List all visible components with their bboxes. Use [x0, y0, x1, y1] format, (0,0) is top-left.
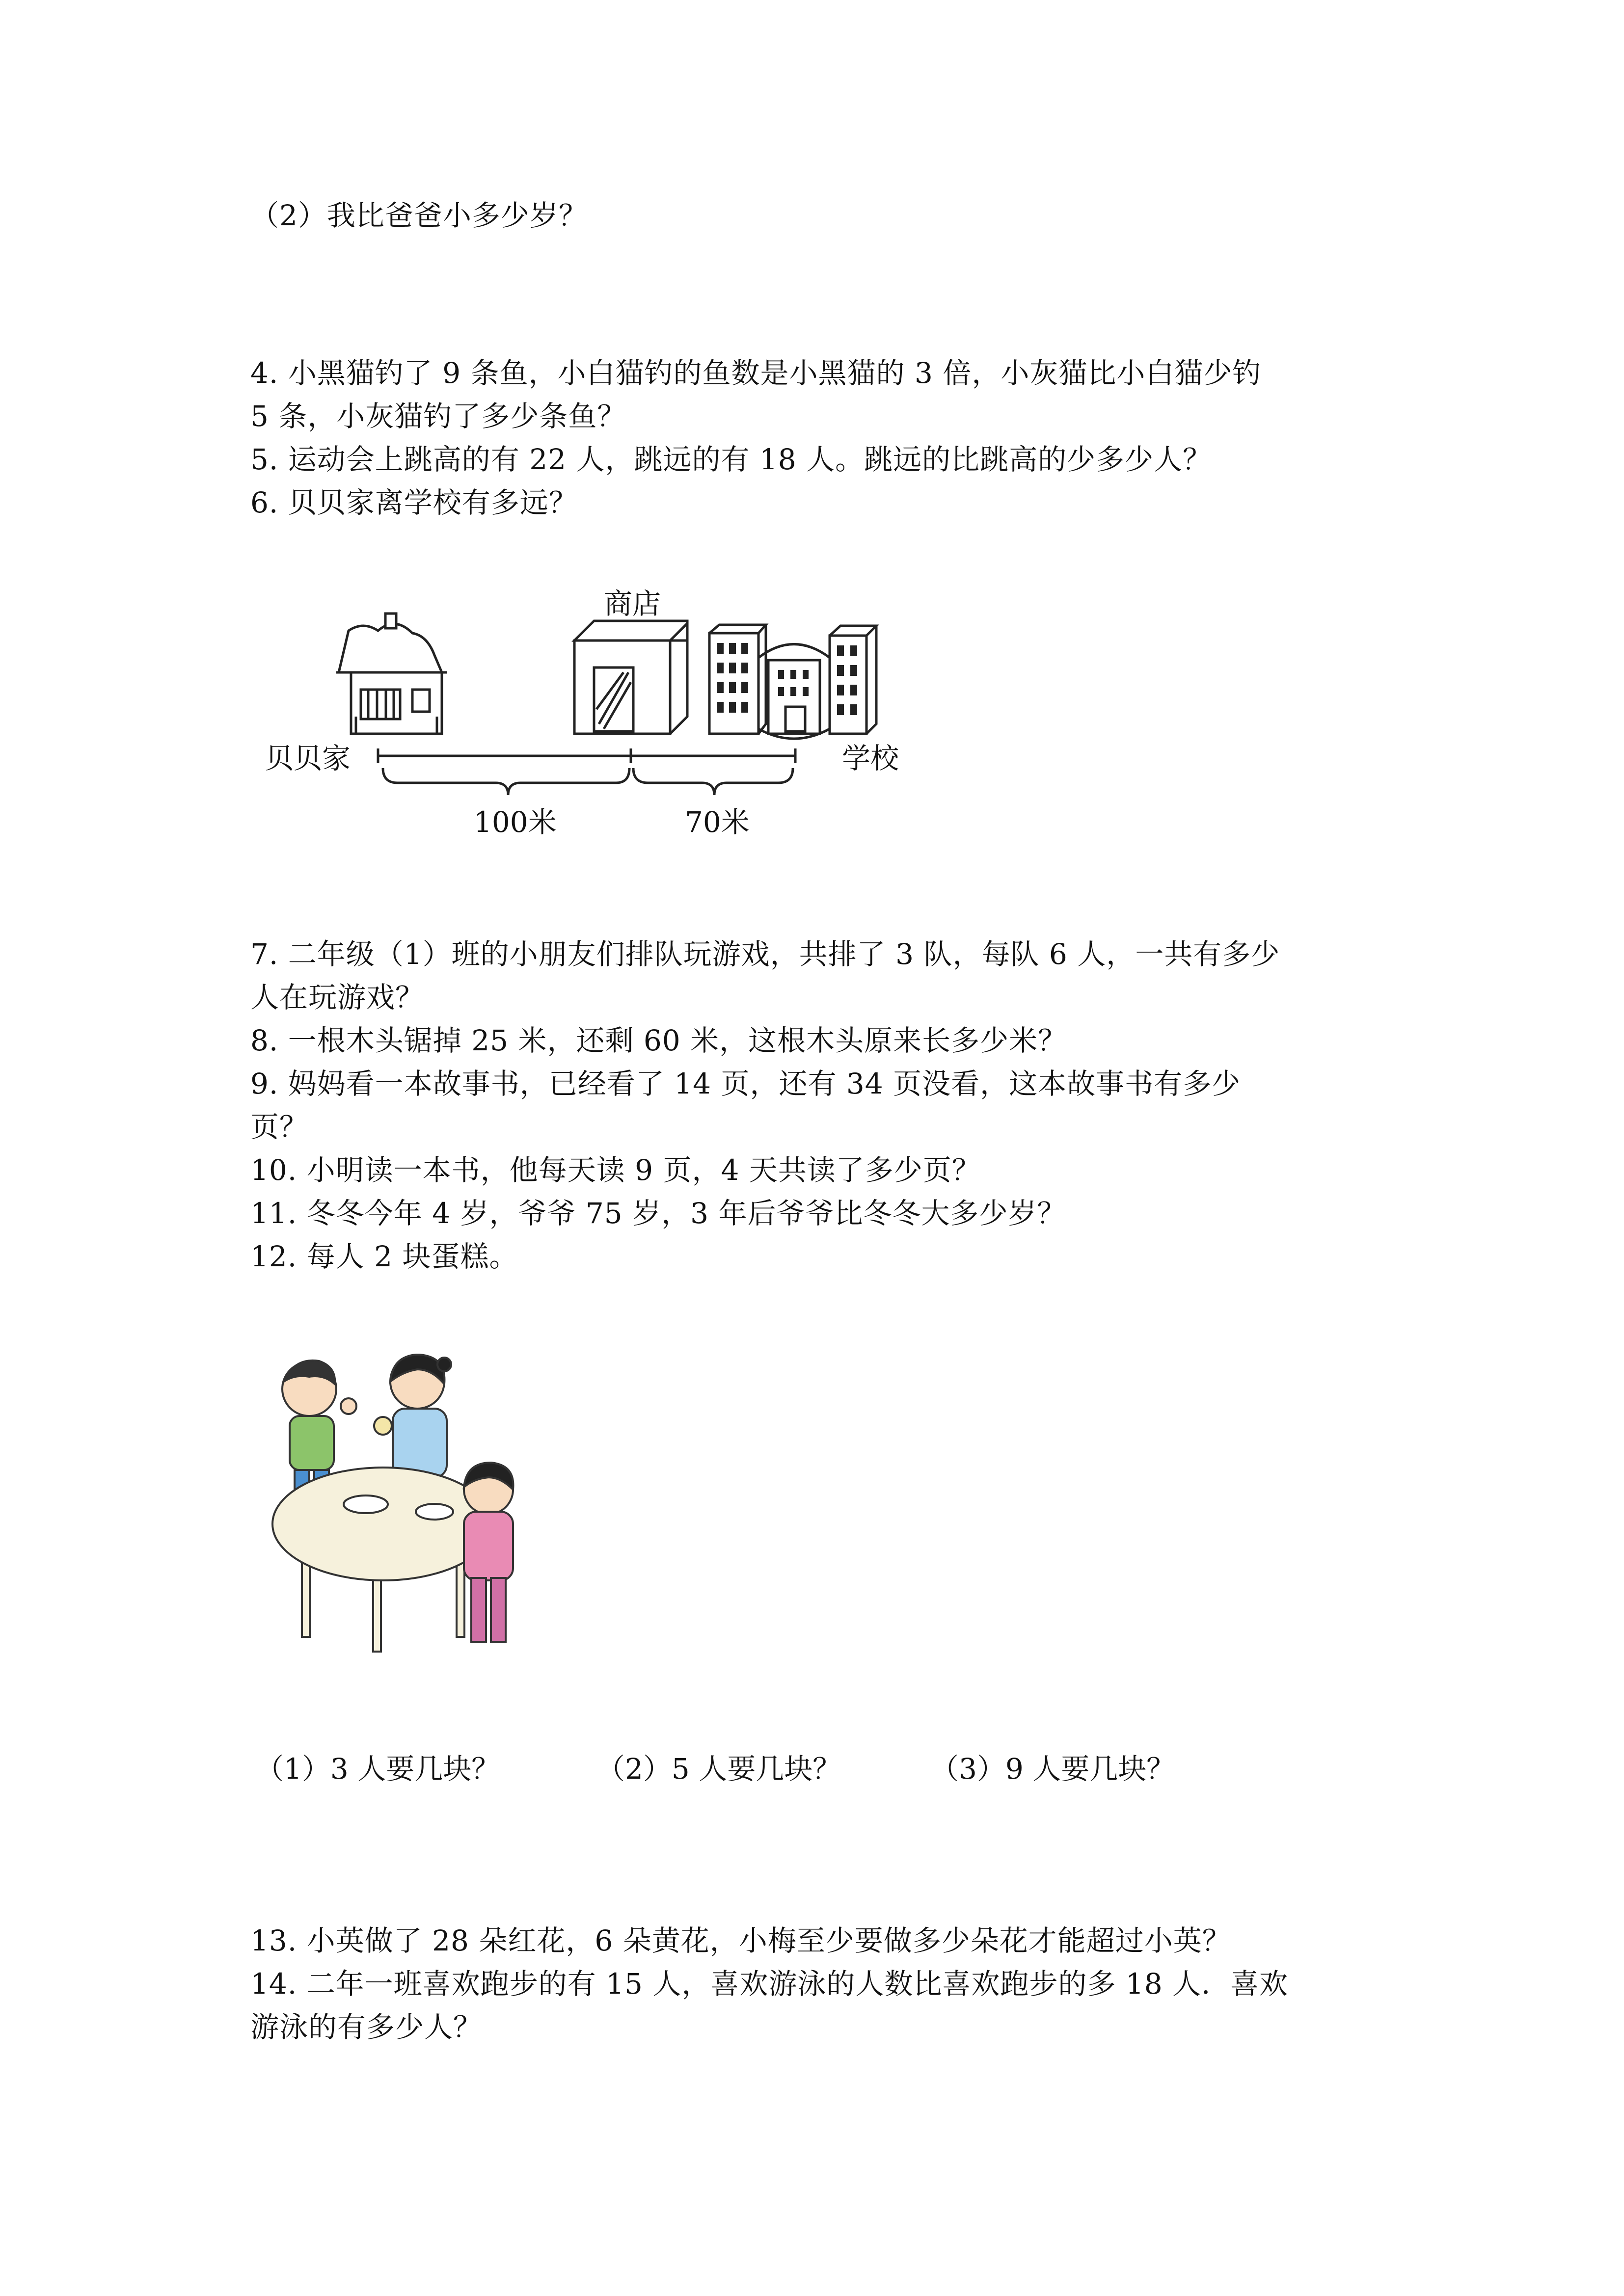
- q8: 8. 一根木头锯掉 25 米，还剩 60 米，这根木头原来长多少米？: [250, 1024, 1067, 1057]
- cake-question-2: （2）5 人要几块？: [596, 1752, 841, 1786]
- cake-question-1: （1）3 人要几块？: [255, 1752, 500, 1786]
- route-diagram: [265, 587, 943, 861]
- q6: 6. 贝贝家离学校有多远？: [250, 486, 578, 519]
- distance-line: [378, 748, 795, 795]
- q14-line2: 游泳的有多少人？: [250, 2010, 483, 2044]
- children-table-illustration: [265, 1347, 569, 1671]
- q3-part2: （2）我比爸爸小多少岁？: [250, 199, 588, 232]
- distance-2: 70米: [685, 805, 750, 839]
- q13: 13. 小英做了 28 朵红花，6 朵黄花，小梅至少要做多少朵花才能超过小英？: [250, 1924, 1231, 1957]
- cake-question-3: （3）9 人要几块？: [930, 1752, 1175, 1786]
- q14-line1: 14. 二年一班喜欢跑步的有 15 人，喜欢游泳的人数比喜欢跑步的多 18 人．喜欢: [250, 1967, 1289, 2001]
- q7-line2: 人在玩游戏？: [250, 981, 425, 1014]
- children-table-svg: [265, 1347, 569, 1671]
- home-label: 贝贝家: [265, 742, 351, 775]
- girl-figure-left: [374, 1355, 451, 1477]
- house-icon: [336, 614, 447, 734]
- school-icon: [709, 625, 876, 739]
- distance-1: 100米: [474, 805, 557, 839]
- q5: 5. 运动会上跳高的有 22 人，跳远的有 18 人。跳远的比跳高的少多少人？: [250, 443, 1212, 476]
- round-table: [272, 1468, 493, 1652]
- q9-line1: 9. 妈妈看一本故事书，已经看了 14 页，还有 34 页没看，这本故事书有多少: [250, 1067, 1241, 1100]
- q12: 12. 每人 2 块蛋糕。: [250, 1240, 518, 1273]
- q11: 11. 冬冬今年 4 岁，爷爷 75 岁，3 年后爷爷比冬冬大多少岁？: [250, 1197, 1066, 1230]
- school-label: 学校: [842, 742, 899, 775]
- route-diagram-svg: [265, 587, 943, 861]
- q10: 10. 小明读一本书，他每天读 9 页，4 天共读了多少页？: [250, 1153, 981, 1187]
- q7-line1: 7. 二年级（1）班的小朋友们排队玩游戏，共排了 3 队，每队 6 人，一共有多少: [250, 937, 1280, 971]
- girl-figure-right: [464, 1463, 513, 1642]
- q9-line2: 页？: [250, 1110, 309, 1144]
- shop-icon: [574, 621, 687, 734]
- shop-label: 商店: [604, 587, 661, 620]
- q4-line1: 4. 小黑猫钓了 9 条鱼，小白猫钓的鱼数是小黑猫的 3 倍，小灰猫比小白猫少钓: [250, 356, 1262, 390]
- q4-line2: 5 条，小灰猫钓了多少条鱼？: [250, 400, 626, 433]
